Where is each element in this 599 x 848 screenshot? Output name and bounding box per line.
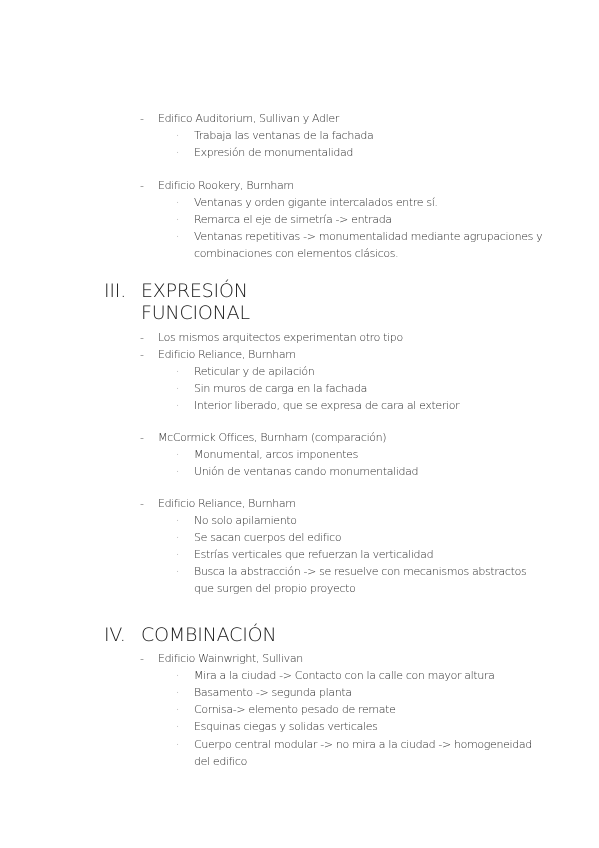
sub-item: No solo apilamiento [194,514,297,527]
dot-bullet: · [176,565,180,578]
dot-bullet: · [176,669,180,682]
dot-bullet: · [176,230,180,243]
list-item-label: Edificio Wainwright, Sullivan [158,652,303,665]
sub-item: Interior liberado, que se expresa de cara al exterior [194,399,460,412]
dot-bullet: · [176,448,180,461]
dash-bullet: - [140,179,144,192]
dash-bullet: - [140,348,144,361]
dash-bullet: - [140,331,144,344]
sub-item: Remarca el eje de simetría -> entrada [194,213,392,226]
dash-bullet: - [140,431,144,444]
sub-item: Monumental, arcos imponentes [194,448,358,461]
sub-item: Mira a la ciudad -> Contacto con la calle con mayor altura [194,669,495,682]
dot-bullet: · [176,213,180,226]
sub-item: Trabaja las ventanas de la fachada [194,129,374,142]
dot-bullet: · [176,531,180,544]
sub-item: Unión de ventanas cando monumentalidad [194,465,419,478]
dot-bullet: · [176,129,180,142]
list-item-label: Edificio Rookery, Burnham [158,179,294,192]
sub-item: Estrías verticales que refuerzan la verticalidad [194,548,434,561]
sub-item: Cornisa-> elemento pesado de remate [194,703,396,716]
dot-bullet: · [176,465,180,478]
dot-bullet: · [176,146,180,159]
dot-bullet: · [176,686,180,699]
sub-item-continuation: combinaciones con elementos clásicos. [194,247,399,260]
section-number: III. [104,280,127,302]
dash-bullet: - [140,497,144,510]
sub-item: Reticular y de apilación [194,365,315,378]
section-title: EXPRESIÓN FUNCIONAL [141,280,250,324]
dot-bullet: · [176,548,180,561]
dot-bullet: · [176,382,180,395]
sub-item: Se sacan cuerpos del edifico [194,531,342,544]
sub-item-continuation: que surgen del propio proyecto [194,582,356,595]
sub-item: Basamento -> segunda planta [194,686,352,699]
dot-bullet: · [176,720,180,733]
list-item-label: Edificio Reliance, Burnham [158,348,296,361]
sub-item: Esquinas ciegas y solidas verticales [194,720,378,733]
sub-item: Busca la abstracción -> se resuelve con mecanismos abstractos [194,565,527,578]
sub-item: Expresión de monumentalidad [194,146,353,159]
sub-item-continuation: del edifico [194,755,247,768]
section-title: COMBINACIÓN [141,624,277,646]
dot-bullet: · [176,399,180,412]
list-item-label: Los mismos arquitectos experimentan otro tipo [158,331,403,344]
sub-item: Ventanas y orden gigante intercalados entre sí. [194,196,438,209]
dot-bullet: · [176,738,180,751]
dot-bullet: · [176,703,180,716]
dash-bullet: - [140,652,144,665]
dot-bullet: · [176,514,180,527]
dot-bullet: · [176,365,180,378]
sub-item: Sin muros de carga en la fachada [194,382,368,395]
section-number: IV. [104,624,126,646]
list-item-label: McCormick Offices, Burnham (comparación) [158,431,387,444]
list-item-label: Edificio Reliance, Burnham [158,497,296,510]
dash-bullet: - [140,112,144,125]
dot-bullet: · [176,196,180,209]
sub-item: Cuerpo central modular -> no mira a la ciudad -> homogeneidad [194,738,532,751]
list-item-label: Edifico Auditorium, Sullivan y Adler [158,112,339,125]
sub-item: Ventanas repetitivas -> monumentalidad mediante agrupaciones y [194,230,543,243]
